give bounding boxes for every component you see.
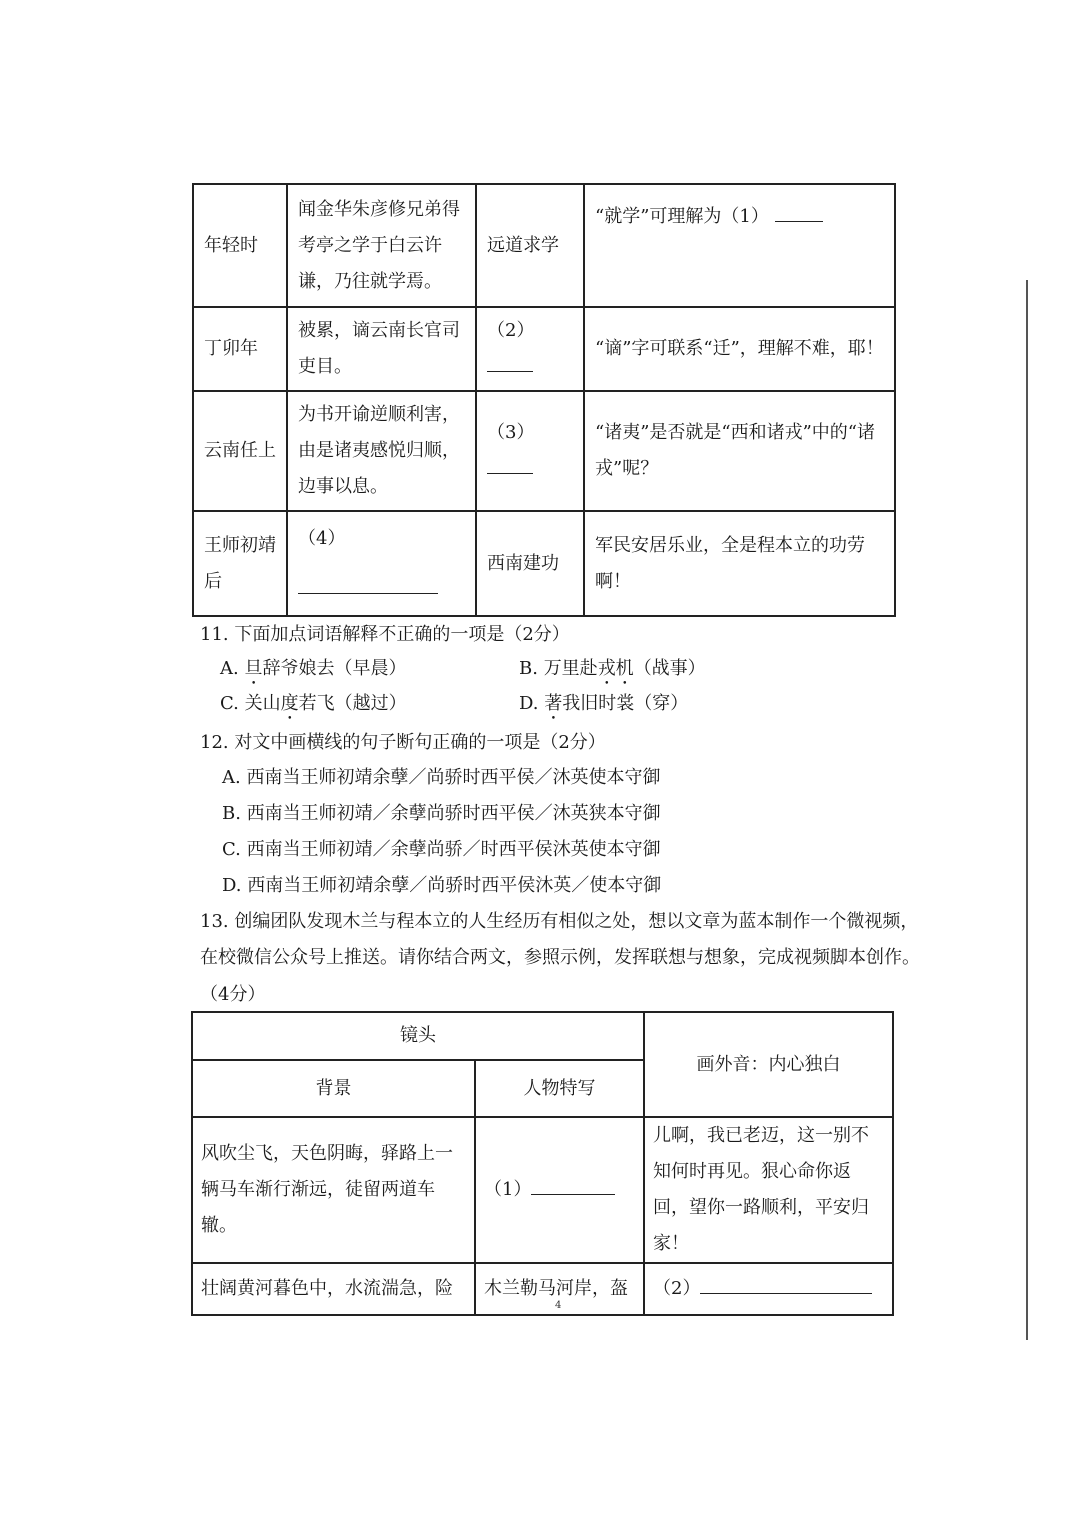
- q12-option-c[interactable]: C. 西南当王师初靖／余孽尚骄／时西平侯沐英使本守御: [222, 839, 661, 860]
- voiceover-header: 画外音：内心独白: [644, 1012, 893, 1117]
- text-cell: [287, 511, 476, 616]
- aim-cell: [476, 391, 584, 511]
- answer-blank-6[interactable]: [700, 1271, 872, 1294]
- table-row: [192, 1263, 893, 1315]
- note-cell: [584, 184, 895, 307]
- answer-blank-3[interactable]: [487, 451, 533, 474]
- blank-label: （1）: [484, 1179, 532, 1200]
- q11-option-d[interactable]: D. 著我旧时裳（穿）: [519, 693, 689, 714]
- q12-option-d[interactable]: D. 西南当王师初靖余孽／尚骄时西平侯沐英／使本守御: [222, 875, 662, 896]
- note-cell: 军民安居乐业，全是程本立的功劳啊！: [584, 511, 895, 616]
- dotted-word: 戎机: [597, 658, 634, 679]
- q11-option-b[interactable]: B. 万里赴戎机（战事）: [519, 658, 706, 679]
- page-number: 4: [555, 1300, 562, 1311]
- table-row: [193, 391, 895, 511]
- answer-blank-4[interactable]: [298, 571, 438, 594]
- period-cell: 云南任上: [193, 391, 287, 511]
- answer-blank-1[interactable]: [775, 199, 823, 222]
- background-header: 背景: [192, 1060, 475, 1117]
- period-cell: 年轻时: [193, 184, 287, 307]
- closeup-header: 人物特写: [475, 1060, 644, 1117]
- question-13-line-2: 在校微信公众号上推送。请你结合两文，参照示例，发挥联想与想象，完成视频脚本创作。: [200, 947, 920, 968]
- blank-label: （2）: [487, 320, 535, 341]
- text-cell: 为书开谕逆顺利害，由是诸夷感悦归顺，边事以息。: [287, 391, 476, 511]
- period-cell: 丁卯年: [193, 307, 287, 391]
- aim-cell: [476, 307, 584, 391]
- q11-option-c[interactable]: C. 关山度若飞（越过）: [220, 693, 407, 714]
- blank-label: （3）: [487, 422, 535, 443]
- closeup-cell: 木兰勒马河岸，盔: [475, 1263, 644, 1315]
- text-cell: 被累，谪云南长官司吏目。: [287, 307, 476, 391]
- note-text: “就学”可理解为（1）: [595, 206, 769, 227]
- text-cell: 闻金华朱彦修兄弟得考亭之学于白云许谦，乃往就学焉。: [287, 184, 476, 307]
- closeup-cell: [475, 1117, 644, 1263]
- answer-blank-5[interactable]: [531, 1172, 615, 1195]
- table-row: [193, 184, 895, 307]
- question-13-score: （4分）: [200, 984, 266, 1005]
- question-13-line-1: 13. 创编团队发现木兰与程本立的人生经历有相似之处，想以文章为蓝本制作一个微视频，: [200, 911, 919, 932]
- blank-label: （2）: [653, 1278, 701, 1299]
- q11-option-a[interactable]: A. 旦辞爷娘去（早晨）: [220, 658, 407, 679]
- video-script-table: [191, 1011, 894, 1316]
- note-cell: “诸夷”是否就是“西和诸戎”中的“诸戎”呢？: [584, 391, 895, 511]
- scan-edge-line: [1026, 280, 1028, 1340]
- reading-table: [192, 183, 896, 617]
- period-cell: 王师初靖后: [193, 511, 287, 616]
- dotted-word: 度: [280, 693, 299, 714]
- dotted-word: 著: [544, 693, 563, 714]
- answer-blank-2[interactable]: [487, 349, 533, 372]
- table-row: [193, 307, 895, 391]
- dotted-word: 旦: [244, 658, 263, 679]
- blank-label: （4）: [298, 527, 346, 549]
- question-12-stem: 12. 对文中画横线的句子断句正确的一项是（2分）: [200, 732, 606, 753]
- background-cell: 风吹尘飞，天色阴晦，驿路上一辆马车渐行渐远，徒留两道车辙。: [192, 1117, 475, 1263]
- note-cell: “谪”字可联系“迁”，理解不难，耶！: [584, 307, 895, 391]
- table-header-row: [192, 1012, 893, 1060]
- aim-cell: 西南建功: [476, 511, 584, 616]
- table-row: [193, 511, 895, 616]
- table-row: [192, 1117, 893, 1263]
- aim-cell: 远道求学: [476, 184, 584, 307]
- voiceover-cell: [644, 1263, 893, 1315]
- background-cell: 壮阔黄河暮色中，水流湍急，险: [192, 1263, 475, 1315]
- voiceover-cell: 儿啊，我已老迈，这一别不知何时再见。狠心命你返回，望你一路顺利，平安归家！: [644, 1117, 893, 1263]
- shot-header: 镜头: [192, 1012, 644, 1060]
- q12-option-a[interactable]: A. 西南当王师初靖余孽／尚骄时西平侯／沐英使本守御: [222, 767, 661, 788]
- q12-option-b[interactable]: B. 西南当王师初靖／余孽尚骄时西平侯／沐英狭本守御: [222, 803, 661, 824]
- question-11-stem: 11. 下面加点词语解释不正确的一项是（2分）: [200, 624, 570, 645]
